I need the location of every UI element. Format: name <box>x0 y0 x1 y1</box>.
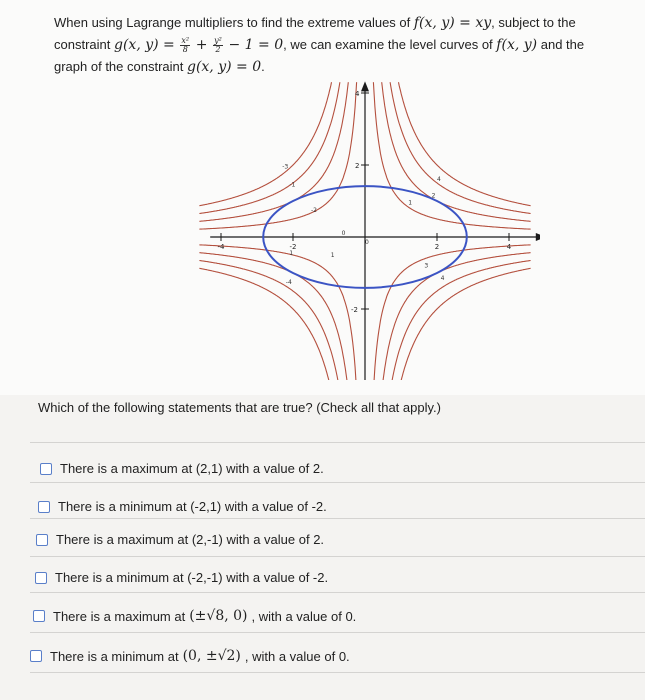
curve-label: 4 <box>437 176 441 184</box>
option-label: There is a maximum at <box>53 608 186 624</box>
x-tick-label: 2 <box>434 243 440 251</box>
option-label: , with a value of 0. <box>244 648 350 664</box>
fraction-y: $\frac{\text{y²}}{2}$ <box>214 36 222 55</box>
fraction-x: $\frac{\text{x²}}{8}$ <box>181 36 190 55</box>
prompt-text: constraint <box>54 37 111 52</box>
g-expression: g(x, y) = <box>114 37 175 53</box>
option-label: There is a maximum at (2,1) with a value of 2. <box>60 461 324 476</box>
checkbox[interactable] <box>38 501 50 513</box>
prompt-text: graph of the constraint <box>54 59 184 74</box>
level-curve-graph <box>190 80 540 380</box>
curve-label: 1 <box>330 251 335 259</box>
y-axis-arrow <box>361 81 369 91</box>
y-tick-label: 4 <box>355 90 360 98</box>
level-curve <box>399 82 531 206</box>
prompt-text: . <box>261 59 265 74</box>
option-label: There is a minimum at <box>50 648 179 664</box>
divider <box>30 632 645 633</box>
level-curve <box>199 82 331 206</box>
option-2[interactable] <box>38 499 327 514</box>
divider <box>30 442 645 443</box>
plus-sign: + <box>195 37 208 53</box>
curve-label: 0 <box>341 230 346 238</box>
option-math: (0, ±√2) <box>182 648 241 664</box>
f-expression: f(x, y) = xy <box>413 15 492 31</box>
prompt-text: When using Lagrange multipliers to find the extreme values of <box>54 15 411 30</box>
problem-statement <box>54 12 629 78</box>
prompt-text: , we can examine the level curves of <box>283 37 493 52</box>
option-math: (±√8, 0) <box>189 608 248 624</box>
checkbox[interactable] <box>35 572 47 584</box>
divider <box>30 556 645 557</box>
constraint-equation: g(x, y) = 0 <box>186 59 262 75</box>
option-label: There is a minimum at (-2,1) with a value of -2. <box>58 499 327 514</box>
curve-label: 1 <box>408 199 413 207</box>
curve-label: -4 <box>285 278 292 286</box>
f-short: f(x, y) <box>496 37 538 53</box>
option-label: There is a minimum at (-2,-1) with a value of -2. <box>55 570 329 585</box>
divider <box>30 518 645 519</box>
divider <box>30 672 645 673</box>
level-curve <box>199 82 340 213</box>
option-4[interactable] <box>35 570 328 585</box>
option-label: There is a maximum at (2,-1) with a value of 2. <box>56 532 325 547</box>
divider <box>30 592 645 593</box>
curve-label: -1 <box>289 181 296 189</box>
checkbox[interactable] <box>40 463 52 475</box>
x-tick-label: -4 <box>217 243 225 251</box>
curve-label: -2 <box>311 206 317 214</box>
x-axis-arrow <box>536 233 540 241</box>
curve-label: 3 <box>424 262 429 270</box>
prompt-text: , subject to the <box>491 15 576 30</box>
y-tick-label: -2 <box>351 306 358 314</box>
g-expression-end: − 1 = 0 <box>228 37 284 53</box>
option-5[interactable] <box>33 608 356 624</box>
divider <box>30 482 645 483</box>
x-tick-label: 4 <box>506 243 512 251</box>
option-3[interactable] <box>36 532 324 547</box>
checkbox[interactable] <box>36 534 48 546</box>
y-tick-label: 2 <box>355 162 360 170</box>
x-tick-label: -2 <box>289 243 297 251</box>
question-text: Which of the following statements that are true? (Check all that apply.) <box>38 400 441 415</box>
curve-label: -3 <box>282 163 289 171</box>
curve-label: 1 <box>289 250 294 257</box>
level-curve <box>390 261 530 381</box>
checkbox[interactable] <box>33 610 45 622</box>
prompt-text: and the <box>540 37 585 52</box>
level-curve <box>199 261 340 381</box>
option-label: , with a value of 0. <box>251 608 357 624</box>
level-curve <box>382 253 531 380</box>
option-1[interactable] <box>40 461 324 476</box>
level-curve <box>199 253 348 380</box>
option-6[interactable] <box>30 648 350 664</box>
curve-label: 2 <box>431 192 436 200</box>
checkbox[interactable] <box>30 650 42 662</box>
curve-label: 4 <box>440 275 445 283</box>
curve-label: 0 <box>365 239 369 247</box>
level-curve <box>390 82 530 213</box>
